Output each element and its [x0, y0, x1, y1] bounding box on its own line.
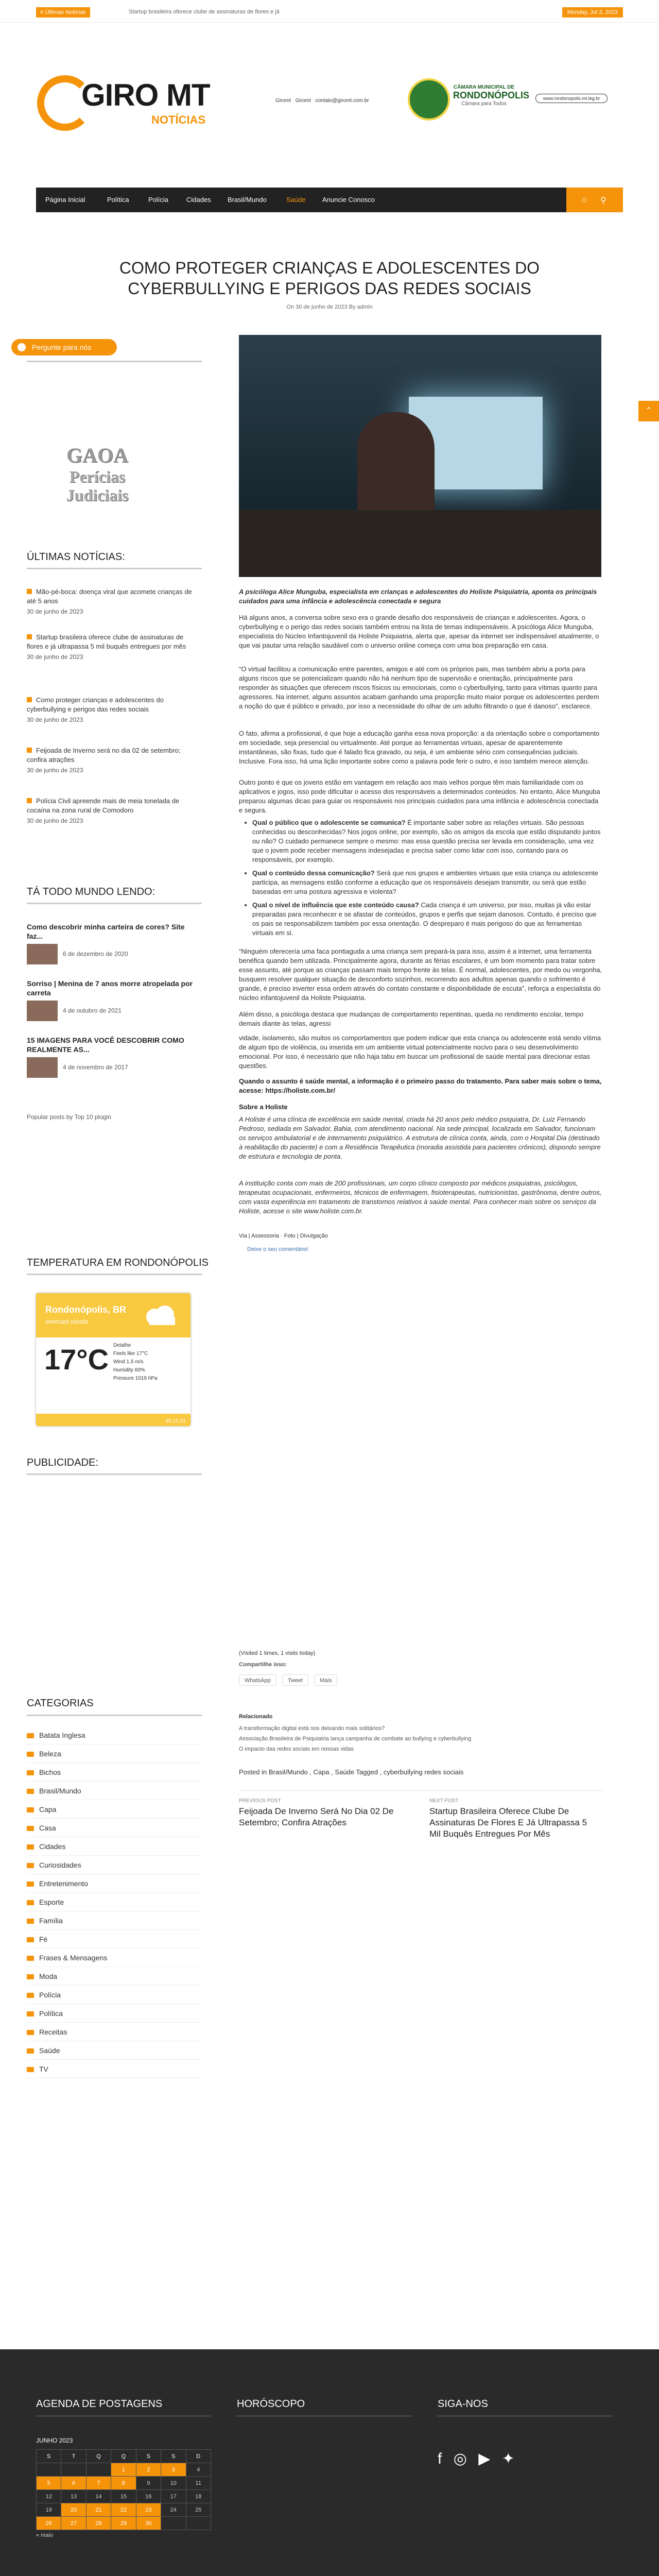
folder-icon — [27, 1770, 34, 1775]
footer-divider — [237, 2415, 412, 2417]
folder-icon — [27, 1937, 34, 1942]
post-thumbnail[interactable] — [27, 1001, 58, 1021]
category-item[interactable] — [27, 1986, 202, 2004]
list-item[interactable] — [27, 587, 197, 616]
category-label[interactable]: Casa — [39, 1824, 56, 1832]
calendar-day: 16 — [136, 2490, 161, 2503]
popular-post[interactable] — [27, 979, 202, 1021]
folder-icon — [27, 1956, 34, 1961]
next-post-label: NEXT POST — [429, 1798, 459, 1804]
camara-site-link[interactable]: www.rondonopolis.mt.leg.br — [535, 94, 608, 103]
weather-detail: Feels like 17°C — [113, 1351, 148, 1357]
footer-divider — [36, 2415, 211, 2417]
list-item[interactable] — [27, 746, 197, 775]
next-post-title[interactable]: Startup Brasileira Oferece Clube De Assinaturas De Flores E Já Ultrapassa 5 Mil Buquês Entregues Por Mês — [429, 1806, 587, 1839]
tip-body: Cada criança é um universo, por isso, muitas já vão estar preparadas para reconhecer e se afastar de conteúdos, grupos e perfis que sejam danosos. Contudo, é preciso que os pais se responsabilizem também por essa orientação. O despreparo é mais perigoso do que as ferramentas virtuais em si. — [252, 901, 597, 937]
weather-details — [113, 1342, 158, 1383]
previous-post[interactable] — [239, 1798, 409, 1828]
folder-icon — [27, 2030, 34, 2035]
list-item-title[interactable]: Mão-pé-boca: doença viral que acomete crianças de até 5 anos — [27, 588, 192, 605]
calendar-weekday: T — [61, 2450, 86, 2463]
calendar-day — [161, 2517, 186, 2530]
agenda-heading: AGENDA DE POSTAGENS — [36, 2398, 163, 2410]
category-label[interactable]: Receitas — [39, 2028, 67, 2036]
article-paragraph: O fato, afirma a profissional, é que hoje a educação ganha essa nova proporção: a da orientação sobre o comportamento em sociedade, seja presencial ou virtualmente. Até porque as ferramentas virtuais, apesar de aparentemente instantâneas, são fixas, tudo que é falado fica gravado, ou seja, é um ambiente sério com consequências judiciais. Inclusive. Fora isso, há uma lição importante sobre como a palavra pode ferir o outro, e isso também merece atenção. — [239, 730, 600, 765]
popular-by-label[interactable]: Popular posts by Top 10 plugin — [27, 1113, 111, 1121]
list-item-date: 30 de junho de 2023 — [27, 653, 83, 660]
ask-us-button[interactable] — [11, 339, 117, 355]
news-ticker[interactable]: Startup brasileira oferece clube de assinaturas de flores e já — [129, 9, 280, 15]
tip-title: Qual o nível de influência que este conteúdo causa? — [252, 901, 419, 909]
folder-icon — [27, 1974, 34, 1979]
popular-date: 4 de outubro de 2021 — [63, 1007, 122, 1014]
scroll-top-button[interactable]: ⌃ — [638, 401, 659, 421]
category-label[interactable]: Brasil/Mundo — [39, 1787, 81, 1795]
calendar-day: 10 — [161, 2477, 186, 2490]
calendar-day: 11 — [186, 2477, 211, 2490]
category-item[interactable] — [27, 2041, 202, 2060]
category-item[interactable] — [27, 1856, 202, 1874]
folder-icon — [27, 1826, 34, 1831]
folder-icon — [27, 1807, 34, 1812]
article-paragraph: vidade, isolamento, são muitos os comportamentos que podem indicar que esta criança ou adolescente está sendo vítima de algum tipo de violência, ou inserida em um ambiente virtual potencialmente nocivo para o seu desenvolvimento emocional. Por isso, é necessário que não haja tabu em buscar um profissional de saúde mental para direcionar estas questões. — [239, 1034, 601, 1070]
category-label[interactable]: Frases & Mensagens — [39, 1954, 108, 1962]
calendar-weekday: S — [161, 2450, 186, 2463]
list-item-title[interactable]: Startup brasileira oferece clube de assinaturas de flores e já ultrapassa 5 mil buquês entregues por mês — [27, 633, 186, 650]
list-item[interactable] — [27, 796, 197, 825]
category-label[interactable]: Cidades — [39, 1842, 66, 1851]
calendar-day: 24 — [161, 2503, 186, 2517]
category-label[interactable]: Curiosidades — [39, 1861, 81, 1869]
category-label[interactable]: Batata Inglesa — [39, 1731, 85, 1739]
bullet-icon — [27, 798, 32, 803]
instagram-icon[interactable]: ◎ — [453, 2450, 467, 2467]
category-item[interactable] — [27, 1819, 202, 1837]
nav-item-policia[interactable]: Polícia — [148, 196, 169, 204]
latest-news-label[interactable]: ≡ Últimas Notícias — [36, 7, 90, 18]
popular-date: 4 de novembro de 2017 — [63, 1063, 128, 1071]
visit-count: (Visited 1 times, 1 visits today) — [239, 1650, 316, 1656]
whatsapp-share-button[interactable]: WhatsApp — [239, 1674, 276, 1686]
folder-icon — [27, 2048, 34, 2054]
list-item-title[interactable]: Feijoada de Inverno será no dia 02 de setembro; confira atrações — [27, 747, 181, 764]
facebook-link[interactable]: Giromt — [295, 98, 311, 104]
category-item[interactable] — [27, 1726, 202, 1744]
post-thumbnail[interactable] — [27, 944, 58, 964]
chat-icon — [18, 343, 26, 351]
category-item[interactable] — [27, 1948, 202, 1967]
calendar-day — [86, 2463, 111, 2477]
gaoa-subtitle: Perícias Judiciais — [66, 467, 129, 504]
related-label: Relacionado — [239, 1714, 273, 1720]
logo-subtitle: NOTÍCIAS — [151, 113, 206, 126]
category-label[interactable]: Polícia — [39, 1991, 61, 1999]
category-label[interactable]: Entretenimento — [39, 1879, 88, 1888]
tweet-button[interactable]: Tweet — [282, 1674, 308, 1686]
horoscopo-heading: HORÓSCOPO — [237, 2398, 305, 2410]
email-link[interactable]: contato@giromt.com.br — [315, 98, 369, 104]
ultimas-heading: ÚLTIMAS NOTÍCIAS: — [27, 551, 125, 563]
calendar-weekday: S — [136, 2450, 161, 2463]
calendar-day[interactable]: 6 — [61, 2477, 86, 2490]
calendar-day[interactable]: 26 — [37, 2517, 61, 2530]
nav-item-brasil-mundo[interactable]: Brasil/Mundo — [228, 196, 267, 204]
nav-item-saude[interactable]: Saúde — [286, 196, 306, 204]
article-paragraph: Além disso, a psicóloga destaca que mudanças de comportamento repentinas, queda no rendimento escolar, tempo demais diante às telas, agressi — [239, 1010, 584, 1027]
weather-condition: overcast clouds — [45, 1318, 89, 1325]
folder-icon — [27, 1752, 34, 1757]
category-item[interactable] — [27, 1800, 202, 1819]
comment-link[interactable]: Deixe o seu comentário! — [247, 1246, 308, 1252]
post-meta: On 30 de junho de 2023 By admin — [286, 304, 373, 310]
category-item[interactable] — [27, 1967, 202, 1986]
calendar-day: 17 — [161, 2490, 186, 2503]
share-label: Compartilhe isso: — [239, 1662, 287, 1668]
nav-item-anuncie[interactable]: Anuncie Conosco — [322, 196, 375, 204]
footer — [0, 2349, 659, 2576]
posts-calendar — [36, 2437, 211, 2538]
calendar-day[interactable]: 21 — [86, 2503, 111, 2517]
lendo-heading: TÁ TODO MUNDO LENDO: — [27, 886, 155, 897]
post-credits: Via | Assessoria · Foto | Divulgação — [239, 1233, 328, 1239]
category-item[interactable] — [27, 2004, 202, 2023]
twitter-icon[interactable]: ✦ — [501, 2450, 515, 2467]
calendar-table — [36, 2449, 211, 2530]
siga-heading: SIGA-NOS — [438, 2398, 488, 2410]
post-taxonomy[interactable]: Posted in Brasil/Mundo , Capa , Saúde Tagged , cyberbullying redes sociais — [239, 1768, 464, 1776]
sidebar-divider — [27, 568, 202, 569]
related-links — [239, 1723, 602, 1754]
calendar-day: 19 — [37, 2503, 61, 2517]
calendar-day[interactable]: 28 — [86, 2517, 111, 2530]
calendar-day: 15 — [111, 2490, 136, 2503]
nav-item-home[interactable]: Página Inicial — [45, 196, 85, 204]
nav-item-politica[interactable]: Política — [107, 196, 129, 204]
tip-item — [252, 818, 602, 865]
camara-crest-icon — [408, 78, 450, 121]
temperature-heading: TEMPERATURA EM RONDONÓPOLIS — [27, 1257, 209, 1268]
sobre-heading — [239, 1103, 602, 1112]
category-label[interactable]: Saúde — [39, 2046, 60, 2055]
sidebar-divider — [27, 1274, 202, 1275]
calendar-weekday: Q — [111, 2450, 136, 2463]
previous-post-title[interactable]: Feijoada De Inverno Será No Dia 02 De Setembro; Confira Atrações — [239, 1806, 394, 1827]
weather-widget — [36, 1293, 190, 1426]
calendar-day[interactable]: 3 — [161, 2463, 186, 2477]
gaoa-title: GAOA — [66, 444, 128, 467]
category-item[interactable] — [27, 1744, 202, 1763]
calendar-weekday: Q — [86, 2450, 111, 2463]
publicidade-heading: PUBLICIDADE: — [27, 1457, 98, 1468]
bullet-icon — [27, 748, 32, 753]
logo-title: GIRO MT — [81, 78, 210, 112]
post-caption: A psicóloga Alice Munguba, especialista em crianças e adolescentes do Holiste Psiquiatria, aponta os principais cuidados para uma infância e adolescência conectada e segura — [239, 588, 597, 605]
popular-title[interactable]: Sorriso | Menina de 7 anos morre atropelada por carreta — [27, 979, 193, 997]
article-paragraph: Há alguns anos, a conversa sobre sexo era o grande desafio dos responsáveis de crianças e adolescentes. Agora, o cyberbullying e o perigo das redes sociais também entrou na lista de temas indispensáveis. A psicóloga Alice Munguba, especialista do Núcleo Infantojuvenil da Holiste Psiquiatria, alerta que, apesar da internet ser indispensável atualmente, o que vai pautar uma relação saudável com o universo online começa com uma boa preparação em casa. — [239, 614, 599, 649]
more-share-button[interactable]: Mais — [314, 1674, 337, 1686]
popular-title[interactable]: 15 IMAGENS PARA VOCÊ DESCOBRIR COMO REALMENTE AS... — [27, 1036, 184, 1054]
calendar-day[interactable]: 7 — [86, 2477, 111, 2490]
camara-line3: Câmara para Todos — [461, 101, 507, 107]
article-paragraph: Outro ponto é que os jovens estão em vantagem em relação aos mais velhos porque têm mais familiaridade com os aplicativos e jogos, isso pode dificultar o acesso dos responsáveis a determinados conteúdos. No entanto, Alice Munguba preparou algumas dicas para guiar os responsáveis nos principais cuidados para uma infância e adolescência conectada e segura. — [239, 778, 600, 814]
tips-list — [252, 818, 602, 942]
folder-icon — [27, 2067, 34, 2072]
calendar-day[interactable]: 1 — [111, 2463, 136, 2477]
camara-banner[interactable] — [453, 84, 530, 107]
calendar-day: 9 — [136, 2477, 161, 2490]
list-item-date: 30 de junho de 2023 — [27, 767, 83, 774]
top-bar — [0, 0, 659, 23]
category-item[interactable] — [27, 2060, 202, 2078]
weather-date: 30.12.23 — [165, 1418, 185, 1424]
main-nav — [36, 188, 623, 212]
folder-icon — [27, 2011, 34, 2016]
sidebar-divider — [27, 1715, 202, 1716]
popular-post[interactable] — [27, 922, 202, 964]
category-item[interactable] — [27, 2023, 202, 2041]
bullet-icon — [27, 697, 32, 702]
category-item[interactable] — [27, 1782, 202, 1800]
post-navigation — [239, 1790, 602, 1842]
social-icons — [438, 2450, 515, 2468]
weather-detail: Wind 1.5 m/s — [113, 1359, 144, 1365]
category-label[interactable]: Política — [39, 2009, 63, 2018]
previous-post-label: PREVIOUS POST — [239, 1798, 281, 1804]
popular-post[interactable] — [27, 1036, 202, 1078]
category-item[interactable] — [27, 1874, 202, 1893]
bullet-icon — [27, 634, 32, 639]
tip-item — [252, 901, 602, 938]
post-thumbnail[interactable] — [27, 1057, 58, 1078]
share-buttons — [239, 1674, 341, 1686]
next-post[interactable] — [429, 1798, 599, 1840]
calendar-day: 4 — [186, 2463, 211, 2477]
site-logo[interactable] — [37, 72, 215, 139]
popular-title[interactable]: Como descobrir minha carteira de cores? Site faz... — [27, 923, 185, 940]
article-highlight[interactable]: Quando o assunto é saúde mental, a informação é o primeiro passo do tratamento. Para saber mais sobre o tema, acesse: https://holiste.com.br/ — [239, 1077, 602, 1094]
calendar-day[interactable]: 20 — [61, 2503, 86, 2517]
facebook-icon[interactable]: f — [438, 2450, 442, 2467]
folder-icon — [27, 1993, 34, 1998]
categories-heading: CATEGORIAS — [27, 1698, 94, 1709]
list-item-date: 30 de junho de 2023 — [27, 608, 83, 615]
sobre-heading-text: Sobre a Holiste — [239, 1103, 288, 1111]
calendar-day[interactable]: 23 — [136, 2503, 161, 2517]
list-item[interactable] — [27, 633, 197, 662]
related-link[interactable]: O impacto das redes sociais em nossas vidas — [239, 1746, 354, 1752]
search-icon[interactable]: ⚲ — [600, 196, 606, 205]
calendar-day: 12 — [37, 2490, 61, 2503]
category-item[interactable] — [27, 1837, 202, 1856]
post-title: COMO PROTEGER CRIANÇAS E ADOLESCENTES DO CYBERBULLYING E PERIGOS DAS REDES SOCIAIS — [119, 259, 540, 298]
folder-icon — [27, 1900, 34, 1905]
folder-icon — [27, 1844, 34, 1850]
article-paragraph: “Ninguém oferecería uma faca pontiaguda a uma criança sem prepará-la para isso, assim é a internet, uma ferramenta benéfica quando bem utilizada. Principalmente agora, durante as férias escolares, é um bom momento para tratar sobre esse assunto, até porque as crianças passam mais tempo frente às telas. É normal, adolescentes, por medo ou vergonha, busquem resolver qualquer situação de desconforto sozinhos, recorrendo aos adultos apenas quando o sofrimento é grande, é preciso inverter essa ordem através do contato constante e disponibilidade de escuta”, reforça a especialista do núcleo infantojuvenil da Holiste Psiquiatria. — [239, 947, 602, 1002]
category-label[interactable]: Moda — [39, 1972, 58, 1980]
desk — [239, 510, 601, 577]
tip-body: É importante saber sobre as relações virtuais. São pessoas conhecidas ou desconhecidas? Nos jogos online, por exemplo, são os amigos da escola que estão disputando juntos ou não? O cuidado permanece sempre o mesmo: mas essa questão precisa ser levada em consideração, uma vez que o jovem pode receber mensagens indesejadas e precisa saber como lidar com isso, contando para os responsáveis, por exemplo. — [252, 819, 601, 863]
category-label[interactable]: Esporte — [39, 1898, 64, 1906]
list-item-date: 30 de junho de 2023 — [27, 716, 83, 723]
category-label[interactable]: Capa — [39, 1805, 57, 1814]
sidebar-divider — [27, 361, 202, 362]
popular-date: 6 de dezembro de 2020 — [63, 950, 128, 958]
calendar-day[interactable]: 8 — [111, 2477, 136, 2490]
article-paragraph: A instituição conta com mais de 200 profissionais, um corpo clínico composto por médicos psiquiatras, psicólogos, terapeutas ocupacionais, enfermeiros, técnicos de enfermagem, fisioterapeutas, nutricionistas, gastrônoma, dentre outros, com vasta experiência em tratamento de transtornos relativos à saúde mental. Para conhecer mais sobre os serviços da Holiste, acesse o site www.holiste.com.br. — [239, 1179, 602, 1215]
folder-icon — [27, 1789, 34, 1794]
calendar-day: 25 — [186, 2503, 211, 2517]
calendar-day: 14 — [86, 2490, 111, 2503]
instagram-link[interactable]: Giromt — [275, 98, 291, 104]
camara-line2: RONDONÓPOLIS — [453, 90, 530, 100]
category-item[interactable] — [27, 1763, 202, 1782]
calendar-day — [61, 2463, 86, 2477]
weather-city: Rondonópolis, BR — [45, 1304, 126, 1315]
list-item-date: 30 de junho de 2023 — [27, 817, 83, 824]
camara-line1: CÂMARA MUNICIPAL DE — [453, 84, 515, 90]
category-item[interactable] — [27, 1893, 202, 1911]
article-paragraph: “O virtual facilitou a comunicação entre parentes, amigos e até com os próprios pais, mas também abriu a porta para alguns riscos que se potencializam quando não há nenhum tipo de supervisão e orientação, principalmente para responder às situações que oferecem riscos físicos ou emocionais, como o cyberbullying, tanto para vítimas quanto para agressores. Na internet, alguns assuntos acabam ganhando uma proporção muito maior porque os adolescentes perdem a noção do que é público e privado, por isso a necessidade do olhar de um adulto filtrando o que é danoso”, esclarece. — [239, 665, 599, 710]
calendar-month: JUNHO 2023 — [36, 2437, 73, 2444]
calendar-prev-link[interactable]: « maio — [36, 2532, 54, 2538]
list-item-title[interactable]: Polícia Civil apreende mais de meia tonelada de cocaína na zona rural de Comodoro — [27, 797, 180, 814]
list-item[interactable] — [27, 696, 197, 724]
weather-temperature: 17°C — [44, 1343, 109, 1376]
popular-by — [27, 1113, 202, 1121]
article-paragraph — [239, 1077, 602, 1095]
post-featured-image — [239, 335, 601, 577]
calendar-day[interactable]: 29 — [111, 2517, 136, 2530]
weather-detail: Detalhe — [113, 1343, 131, 1348]
folder-icon — [27, 1882, 34, 1887]
category-item[interactable] — [27, 1911, 202, 1930]
calendar-day: 13 — [61, 2490, 86, 2503]
nav-actions — [566, 188, 623, 212]
gaoa-ad[interactable] — [59, 381, 136, 520]
folder-icon — [27, 1863, 34, 1868]
weather-detail: Pressure 1019 hPa — [113, 1376, 158, 1381]
folder-icon — [27, 1733, 34, 1738]
youtube-icon[interactable]: ▶ — [478, 2450, 491, 2467]
tip-item — [252, 869, 602, 896]
sidebar-divider — [27, 1473, 202, 1475]
calendar-day: 18 — [186, 2490, 211, 2503]
tip-title: Qual o público que o adolescente se comunica? — [252, 819, 406, 826]
home-icon[interactable]: ⌂ — [582, 195, 587, 204]
calendar-weekday: D — [186, 2450, 211, 2463]
calendar-weekday: S — [37, 2450, 61, 2463]
tip-title: Qual o conteúdo dessa comunicação? — [252, 869, 375, 877]
bullet-icon — [27, 589, 32, 594]
nav-item-cidades[interactable]: Cidades — [186, 196, 211, 204]
calendar-day[interactable]: 27 — [61, 2517, 86, 2530]
related-link[interactable]: A transformação digital está nos deixando mais solitários? — [239, 1725, 385, 1732]
category-label[interactable]: Beleza — [39, 1750, 61, 1758]
related-link[interactable]: Associação Brasileira de Psiquiatria lança campanha de combate ao bullying e cyberbullying — [239, 1736, 472, 1742]
list-item-title[interactable]: Como proteger crianças e adolescentes do cyberbullying e perigos das redes sociais — [27, 696, 164, 713]
calendar-day[interactable]: 22 — [111, 2503, 136, 2517]
sidebar-divider — [27, 903, 202, 904]
calendar-day[interactable]: 2 — [136, 2463, 161, 2477]
calendar-day — [186, 2517, 211, 2530]
header-social — [275, 98, 372, 104]
folder-icon — [27, 1919, 34, 1924]
category-label[interactable]: Bichos — [39, 1768, 61, 1776]
tip-body: Será que nos grupos e ambientes virtuais que esta criança ou adolescente participa, as mensagens estão conforme a educação que os responsáveis desejam transmitir, ou será que estão baseadas em uma postura agressiva e violenta? — [252, 869, 599, 895]
calendar-day[interactable]: 30 — [136, 2517, 161, 2530]
article-paragraph: A Holiste é uma clínica de excelência em saúde mental, criada há 20 anos pelo médico psiquiatra, Dr. Luiz Fernando Pedroso, sediada em Salvador, Bahia, com atendimento nacional. Na sede principal, localizada em Salvador, funcionam os serviços ambulatorial e de internamento psiquiátrico. A estrutura de clínica conta, ainda, com o Hospital Dia (destinado à reabilitação do paciente) e com a Residência Terapêutica (moradia assistida para pacientes crônicos), dispondo sempre de estrutura e tecnologia de ponta. — [239, 1115, 601, 1160]
ask-us-label: Pergunte para nós — [32, 343, 92, 351]
calendar-day — [37, 2463, 61, 2477]
category-label[interactable]: Família — [39, 1917, 63, 1925]
date-badge: Monday, Jul 3, 2023 — [562, 7, 623, 18]
category-label[interactable]: TV — [39, 2065, 48, 2073]
calendar-day[interactable]: 5 — [37, 2477, 61, 2490]
category-item[interactable] — [27, 1930, 202, 1948]
footer-divider — [438, 2415, 613, 2417]
cloud-icon — [139, 1301, 180, 1327]
weather-detail: Humidity 60% — [113, 1367, 145, 1373]
category-label[interactable]: Fé — [39, 1935, 48, 1943]
